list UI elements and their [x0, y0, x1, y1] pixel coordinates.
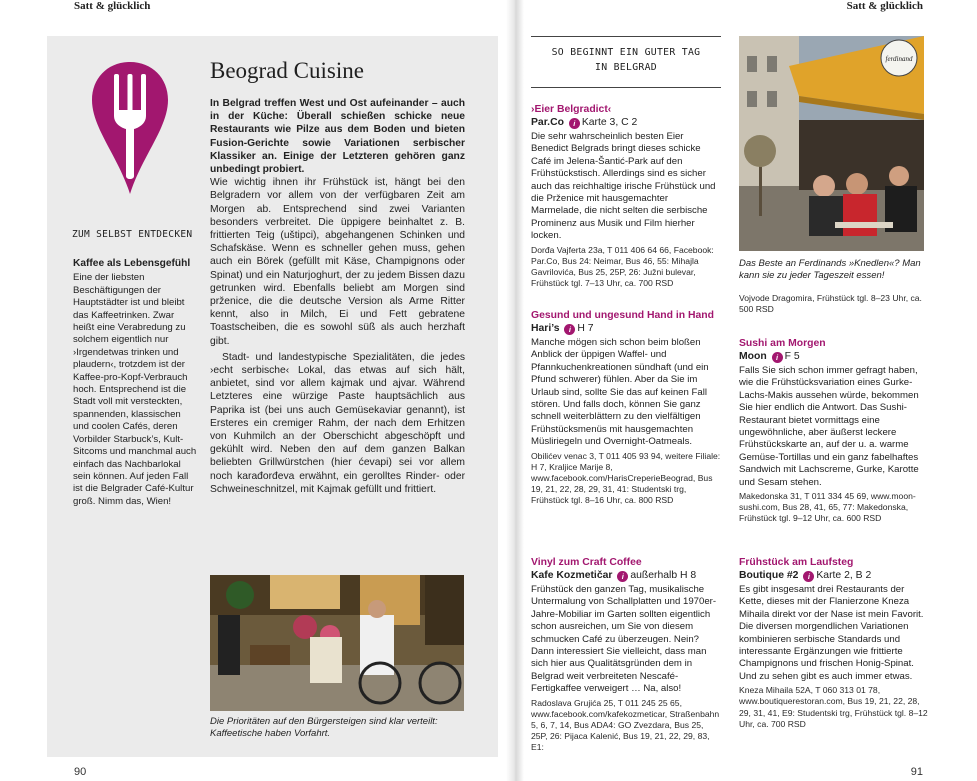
- running-head-left: Satt & glücklich: [74, 0, 151, 12]
- map-reference: H 7: [577, 323, 594, 334]
- map-reference: Karte 3, C 2: [581, 117, 638, 128]
- entry-heading: ›Eier Belgradict‹: [531, 104, 612, 115]
- i-badge-icon: i: [803, 571, 814, 582]
- entry-address: Kneza Mihaila 52A, T 060 313 01 78, www.boutiquerestoran.com, Bus 19, 21, 22, 28, 29, 31, 41, E9: Studentski trg, Frühstück tgl. 8–12 Uhr, ca. 700 RSD: [739, 685, 928, 729]
- venue-entry: [739, 337, 929, 525]
- i-badge-icon: i: [772, 352, 783, 363]
- article-title: Beograd Cuisine: [210, 58, 364, 83]
- article-lead: In Belgrad treffen West und Ost aufeinander – auch in der Küche: Überall schießen schicke neue Restaurants wie Pilze aus dem Boden und bieten Fusion-Gerichte sowie Variationen serbischer Klassiker an. Einige der Letzteren gehören ganz unbedingt probiert.: [210, 98, 465, 176]
- article-paragraph-1: Wie wichtig ihnen ihr Frühstück ist, hängt bei den Belgradern vor allem von der verfügbaren Zeit am Morgen ab. Entsprechend sind zwei Varianten besonders verbreitet. Die üppigere beinhaltet z. B. frittierten Teig (uštipci), abgehangenen Schinken und Schafskäse. Wenn es schneller gehen muss, gehen auch ein Börek (gefüllt mit Käse, Champignons oder Spinat) und ein Naturjoghurt, der zu jedem Bissen dazu getrunken wird. Ebenfalls beliebt am Morgen sind prženice, die die deutsche Version als Arme Ritter kennt, also in Milch, Ei und Fett gebratene Toastscheiben, die es sowohl süß als auch herzhaft gibt.: [210, 177, 465, 347]
- entry-address: Vojvode Dragomira, Frühstück tgl. 8–23 Uhr, ca. 500 RSD: [739, 293, 922, 315]
- cafe-street-photo: [210, 575, 464, 711]
- box-heading: [531, 36, 721, 88]
- entry-heading: Gesund und ungesund Hand in Hand: [531, 310, 714, 321]
- venue-entry: [531, 556, 721, 754]
- entry-heading: Vinyl zum Craft Coffee: [531, 557, 642, 568]
- entry-address: Radoslava Grujića 25, T 011 245 25 65, www.facebook.com/kafekozmeticar, Straßenbahn 5, 6, 7, 14, Bus ADA4: GO Zvezdara, Bus 25, 25P, 26: Pijaca Kalenić, Bus 19, 21, 22, 29, 83, E1:: [531, 697, 720, 753]
- map-reference: außerhalb H 8: [630, 570, 697, 581]
- i-badge-icon: i: [569, 118, 580, 129]
- entry-address: Obilićev venac 3, T 011 405 93 94, weitere Filiale: H 7, Kraljice Marije 8, www.facebook.com/HarisCreperieBeograd, Bus 19, 21, 22, 28, 29, 31, 41: Studentski trg, Frühstück tgl. 8–16 Uhr, ca. 800 RSD: [531, 450, 721, 506]
- box-heading-line-1: SO BEGINNT EIN GUTER TAG: [551, 47, 701, 58]
- venue-name: Moon: [739, 351, 767, 362]
- book-spine: [506, 0, 524, 781]
- sidebar-title: Kaffee als Lebensgefühl: [73, 258, 191, 269]
- venue-entry: [739, 556, 929, 730]
- venue-entry-continued: [739, 291, 929, 315]
- map-reference: Karte 2, B 2: [816, 570, 872, 581]
- entry-text: Frühstück den ganzen Tag, musikalische Untermalung von Schallplatten und 1970er-Jahre-Mobiliar im Garten sollten eigentlich schon ausreichen, um Sie von diesem schmucken Café zu überzeugen. Nein? Dann interessiert Sie vielleicht, dass man sich hier aus Qualitätsgründen dem in Belgrad weit verbreiteten Nescafé-Fertigkaffee verweigert … Na, also!: [531, 584, 717, 695]
- venue-entry: [531, 103, 721, 289]
- entry-text: Die sehr wahrscheinlich besten Eier Benedict Belgrads bringt dieses schicke Café im Jelena-Šantić-Park auf den Frühstückstisch. Allerdings sind es sicher auch das reichhaltige irische Frühstück und die Prženice mit hausgemachter Marmelade, die nicht selten die serbische Prominenz aus Musik und Film hierher locken.: [531, 131, 716, 242]
- venue-name: Kafe Kozmetičar: [531, 570, 613, 581]
- page-number-left: 90: [74, 766, 87, 778]
- left-photo-caption: Die Prioritäten auf den Bürgersteigen sind klar verteilt: Kaffeetische haben Vorfahrt.: [210, 716, 438, 739]
- i-badge-icon: i: [564, 324, 575, 335]
- entry-address: Makedonska 31, T 011 334 45 69, www.moon-sushi.com, Bus 28, 41, 65, 77: Makedonska, Frühstück tgl. 9–12 Uhr, ca. 600 RSD: [739, 491, 916, 524]
- right-photo-caption: Das Beste an Ferdinands »Knedlen«? Man kann sie zu jeder Tageszeit essen!: [739, 258, 921, 281]
- venue-entry: [531, 309, 721, 507]
- entry-text: Manche mögen sich schon beim bloßen Anblick der üppigen Waffel- und Pfannkuchenkreationen sündhaft (und ein Pfund schwerer) fühlen. Aber da Sie im Urlaub sind, sollte Sie das auf keinen Fall stören. Und falls doch, können Sie ganz schnell weiterblättern zu den vielfältigen Frühstücksmenüs mit hausgemachten Müsliriegeln und Overnight-Oatmeals.: [531, 337, 709, 448]
- box-heading-line-2: IN BELGRAD: [595, 62, 657, 73]
- map-reference: F 5: [784, 351, 800, 362]
- sidebar-box: [73, 258, 198, 508]
- article-body: [210, 97, 465, 496]
- entry-text: Falls Sie sich schon immer gefragt haben, wie die Frühstücksvariation eines Gurke-Lachs-Makis aussehen würde, bekommen Sie hier endlich die Antwort. Das Sushi-Restaurant bietet vormittags eine ungewöhnliche, aber äußerst leckere Frühstückskarte an, auf der u. a. warme Gemüse-Tortillas und ein ganz fabelhaftes Sandwich mit Lachscreme, Gurke, Karotte und Sesam stehen.: [739, 365, 919, 488]
- entry-address: Dorđa Vajferta 23a, T 011 406 64 66, Facebook: Par.Co, Bus 24: Neimar, Bus 46, 55: Mihajla Gavrilovića, Bus 25, 25P, 26: Južni bulevar, Frühstück tgl. 7–13 Uhr, ca. 700 RSD: [531, 244, 714, 289]
- sidebar-heading: ZUM SELBST ENTDECKEN: [72, 229, 193, 240]
- ferdinand-sign-label: ferdinand: [885, 55, 913, 63]
- article-paragraph-2: Stadt- und landestypische Spezialitäten, die jedes ›echt serbische‹ Lokal, das etwas auf sich hält, anbietet, sind vor allem kajmak und ajvar. Während Letzteres eine würzige Paste hauptsächlich aus Paprika ist (bei uns auch Gemüsekaviar genannt), ist Ersteres ein cremiger Rahm, der nach dem Erhitzen von Kuhmilch an der Oberschicht abgeschöpft und gekühlt wird. Neben den auf dem ganzen Balkan beliebten Grillwürstchen (hier ćevapi) sei vor allem noch karađorđeva erwähnt, ein gerolltes Rinder- oder Schweineschnitzel, mit Kajmak gefüllt und frittiert.: [210, 351, 465, 495]
- venue-name: Par.Co: [531, 117, 564, 128]
- sidebar-text: Eine der liebsten Beschäftigungen der Hauptstädter ist und bleibt das Kaffeetrinken. Zwar heißt eine Verabredung zu solchem eigentlich nur ›Irgendetwas trinken und plaudern‹, trotzdem ist der Kaffee-pro-Kopf-Verbrauch hoch. Entsprechend ist die Stadt voll mit versteckten, spannenden, klassischen und coolen Cafés, deren Vorbilder Starbuck’s, Kult-Sitcoms und manchmal auch einfach das Nachbarlokal sein können. Auf jeden Fall ist die Belgrader Café-Kultur groß. Nimm das, Wien!: [73, 272, 197, 507]
- page-number-right: 91: [910, 766, 923, 778]
- venue-name: Hari’s: [531, 323, 560, 334]
- running-head-right: Satt & glücklich: [846, 0, 923, 12]
- i-badge-icon: i: [617, 571, 628, 582]
- ferdinand-terrace-photo: [739, 36, 924, 251]
- entry-heading: Sushi am Morgen: [739, 338, 826, 349]
- entry-text: Es gibt insgesamt drei Restaurants der Kette, dieses mit der Flanierzone Kneza Mihaila direkt vor der Nase ist mein Favorit. Die diversen morgendlichen Variationen kombinieren serbische Standards und interessante Ergänzungen wie frittierte Champignons und frischen Honig-Spinat. Und zu sehen gibt es auch immer etwas.: [739, 584, 924, 682]
- fork-pin-icon: [88, 58, 172, 198]
- entry-heading: Frühstück am Laufsteg: [739, 557, 854, 568]
- venue-name: Boutique #2: [739, 570, 799, 581]
